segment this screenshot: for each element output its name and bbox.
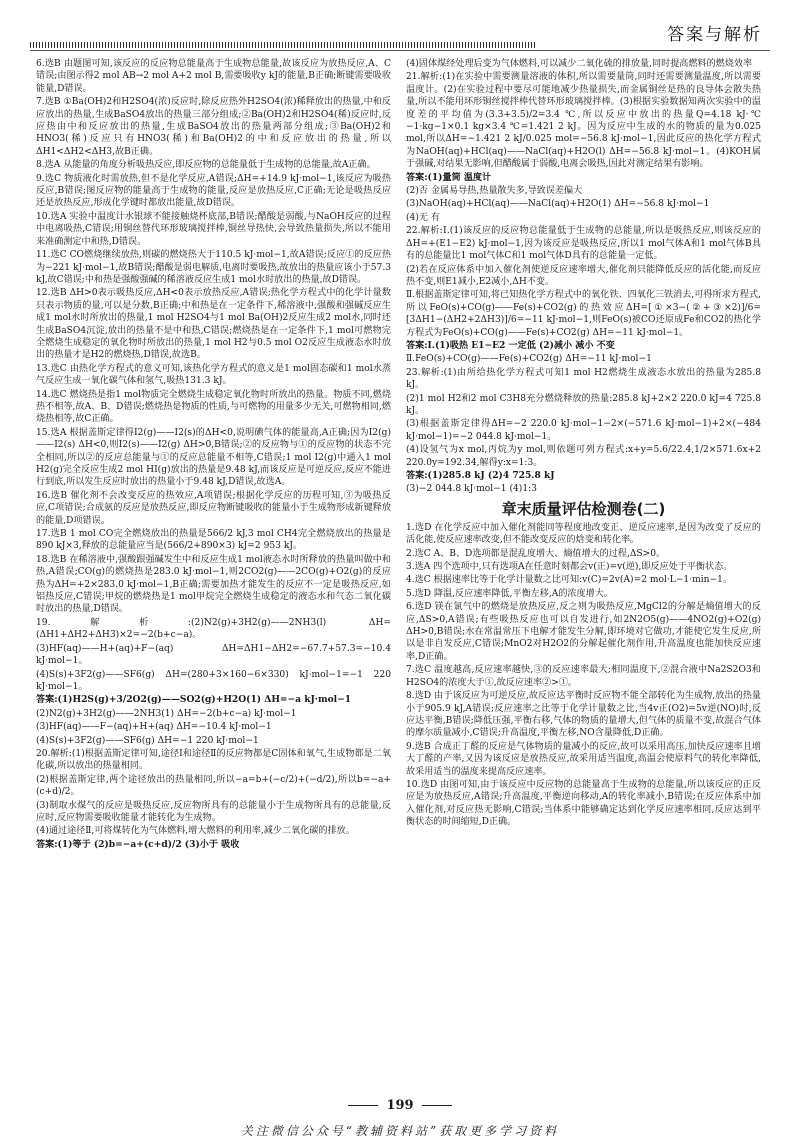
- answer-paragraph: 21.解析:(1)在实验中需要测量溶液的体积,所以需要量筒,同时还需要测量温度,所以需要温度计。(2)在实验过程中要尽可能地减少热量损失,而金属铜丝是热的良导体会散失热量,所以不能用环形铜丝搅拌棒代替环形玻璃搅拌棒。(3)根据实验数据知两次实验中的温度差的平均值为(3.3+3.5)/2=3.4 ℃,所以反应中放出的热量Q=4.18 kJ·℃−1·kg−1×0.1 kg×3.4 ℃=1.421 2 kJ。因为反应中生成的水的物质的量为0.025 mol,所以ΔH=−1.421 2 kJ/0.025 mol=−56.8 kJ·mol−1,因此反应的热化学方程式为NaOH(aq)+HCl(aq)——NaCl(aq)+H2O(l) ΔH=−56.8 kJ·mol−1。(4)KOH属于强碱,对结果无影响,但醋酸属于弱酸,电离会吸热,因此对测定结果有影响。: [406, 72, 761, 170]
- answer-paragraph: 1.选D 在化学反应中加入催化剂能同等程度地改变正、逆反应速率,是因为改变了反应的活化能,使反应速率改变,但不能改变反应的焓变和转化率。: [406, 522, 761, 546]
- answer-paragraph: (4)S(s)+3F2(g)——SF6(g) ΔH=−1 220 kJ·mol−1: [36, 735, 259, 746]
- answer-paragraph: (4)通过途径Ⅱ,可将煤转化为气体燃料,增大燃料的利用率,减少二氧化碳的排放。: [36, 826, 355, 837]
- right-column-answers: [406, 58, 761, 496]
- answer-paragraph: (2)否 金属易导热,热量散失多,导致误差偏大: [406, 186, 583, 197]
- answer-paragraph: 23.解析:(1)由所给热化学方程式可知1 mol H2燃烧生成液态水放出的热量为285.8 kJ。: [406, 367, 761, 391]
- answer-paragraph: 19.解析:(2)N2(g)+3H2(g)——2NH3(l) ΔH=(ΔH1+ΔH2+ΔH3)×2=−2(b+c−a)。: [36, 617, 391, 641]
- answer-paragraph: (3)−2 044.8 kJ·mol−1 (4)1:3: [406, 484, 537, 495]
- answer-paragraph: 答案:Ⅰ.(1)吸热 E1−E2 一定低 (2)减小 减小 不变: [406, 339, 615, 351]
- answer-paragraph: 答案:(1)量筒 温度计: [406, 171, 492, 183]
- answer-paragraph: 9.选B 合成正丁醛的反应是气体物质的量减小的反应,故可以采用高压,加快反应速率且增大丁醛的产率,又因为该反应是放热反应,故采用适当温度,高温会使原料气的转化率降低,故采用适当的温度来提高反应速率。: [406, 741, 761, 777]
- header-decoration: [30, 42, 535, 48]
- answer-paragraph: 6.选D 镁在氯气中的燃烧是放热反应,反之则为吸热反应,MgCl2的分解是熵值增大的反应,ΔS>0,A错误;有些吸热反应也可以自发进行,如2N2O5(g)——4NO2(g)+O2(g) ΔH>0,B错误;水在常温常压下电解才能发生分解,即环境对它做功,才能使它发生反应,所以是非自发反应,C错误;MnO2对H2O2的分解起催化剂作用,升高温度也能加快反应速率,D正确。: [406, 602, 761, 662]
- answer-paragraph: 10.选A 实验中温度计水银球不能接触烧杯底部,B错误;醋酸是弱酸,与NaOH反应的过程中电离吸热,C错误;用铜丝替代环形玻璃搅拌棒,铜丝导热快,会导致热量损失,所以不能用来准确测定中和热,D错误。: [36, 211, 391, 247]
- answer-paragraph: 答案:(1)等于 (2)b=−a+(c+d)/2 (3)小于 吸收: [36, 838, 240, 850]
- header-rule: [30, 50, 770, 51]
- answer-paragraph: (3)NaOH(aq)+HCl(aq)——NaCl(aq)+H2O(1) ΔH=−56.8 kJ·mol−1: [406, 199, 710, 210]
- answer-paragraph: 14.选C 燃烧热是指1 mol物质完全燃烧生成稳定氧化物时所放出的热量。物质不同,燃烧热不相等,故A、B、D错误;燃烧热是物质的性质,与可燃物的用量多少无关,可燃物相同,燃烧热相等,故C正确。: [36, 389, 391, 425]
- left-column: [36, 58, 391, 852]
- answer-paragraph: Ⅱ.根据盖斯定律可知,将已知热化学方程式中的氧化铁、四氧化三铁消去,可得所求方程式,所以FeO(s)+CO(g)——Fe(s)+CO2(g)的热效应ΔH=[①×3−(②+③×2)]/6=[3ΔH1−(ΔH2+2ΔH3)]/6=−11 kJ·mol−1,则FeO(s)被CO还原成Fe和CO2的热化学方程式为FeO(s)+CO(g)——Fe(s)+CO2(g) ΔH=−11 kJ·mol−1。: [406, 290, 762, 338]
- section-title: 章末质量评估检测卷(二): [501, 499, 666, 518]
- answer-paragraph: 18.选B 在稀溶液中,强酸跟强碱发生中和反应生成1 mol液态水时所释放的热量叫做中和热,A错误;CO(g)的燃烧热是283.0 kJ·mol−1,则2CO2(g)——2CO(g)+O2(g)的反应热为ΔH=+2×283.0 kJ·mol−1,B正确;需要加热才能发生的反应不一定是吸热反应,如铝热反应,C错误;甲烷的燃烧热是1 mol甲烷完全燃烧生成稳定的液态水和气态二氧化碳时放出的热量,D错误。: [36, 554, 391, 615]
- answer-paragraph: Ⅱ.FeO(s)+CO(g)——Fe(s)+CO2(g) ΔH=−11 kJ·mol−1: [406, 354, 652, 365]
- answer-paragraph: (2)若在反应体系中加入催化剂使逆反应速率增大,催化剂只能降低反应的活化能,而反应热不变,则E1减小,E2减小,ΔH不变。: [406, 264, 761, 287]
- answer-paragraph: (4)设氢气为x mol,丙烷为y mol,则依题可列方程式:x+y=5.6/22.4,1/2×571.6x+2 220.0y=192.34,解得y:x=1:3。: [406, 445, 761, 468]
- answer-paragraph: 15.选A 根据盖斯定律得I2(g)——I2(s)的ΔH<0,说明碘气体的能量高,A正确;因为I2(g)——I2(s) ΔH<0,则I2(s)——I2(g) ΔH>0,B错误;②的反应物与①的反应物的状态不完全相同,所以②的反应总能量与①的反应总能量不相等,C错误;1 mol I2(g)中通入1 mol H2(g)完全反应生成2 mol HI(g)放出的热量是9.48 kJ,而该反应是可逆反应,反应不能进行到底,所以发生反应时放出的热量小于9.48 kJ,D错误,故选A。: [36, 427, 391, 488]
- answer-paragraph: 3.选A 四个选项中,只有选项A在任意时刻都会v(正)=v(逆),即反应处于平衡状态。: [406, 562, 733, 573]
- answer-paragraph: (3)HF(aq)——H+(aq)+F−(aq) ΔH=ΔH1−ΔH2=−67.7+57.3=−10.4 kJ·mol−1。: [36, 643, 391, 667]
- answer-paragraph: (3)制取水煤气的反应是吸热反应,反应物所具有的总能量小于生成物所具有的总能量,反应时,反应物需要吸收能量才能转化为生成物。: [36, 800, 391, 823]
- answer-paragraph: 答案:(1)285.8 kJ (2)4 725.8 kJ: [406, 470, 555, 481]
- page-header: [0, 0, 800, 58]
- page-number: [0, 1098, 800, 1113]
- answer-paragraph: 4.选C 根据速率比等于化学计量数之比可知:v(C)=2v(A)=2 mol·L−1·min−1。: [406, 575, 732, 586]
- answer-paragraph: 11.选C CO燃烧继续放热,则碳的燃烧热大于110.5 kJ·mol−1,故A错误;反应①的反应热为−221 kJ·mol−1,故B错误;醋酸是弱电解质,电离时要吸热,故放出的热量应该小于57.3 kJ,故C错误;中和热是强酸强碱的稀溶液反应生成1 mol水时放出的热量,故D错误。: [36, 250, 391, 285]
- page-number-value: 199: [386, 1098, 414, 1113]
- page-number-dash-right: [422, 1105, 452, 1106]
- section-answers: [406, 522, 761, 829]
- answer-paragraph: 9.选C 物质液化时需放热,但不是化学反应,A错误;ΔH=+14.9 kJ·mol−1,该反应为吸热反应,B错误;图反应物的能量高于生成物的能量,反应是放热反应,C正确;无论是吸热反应还是放热反应,形成化学键时都放出能量,故D错误。: [36, 173, 391, 209]
- answer-paragraph: 6.选B 由题图可知,该反应的反应物总能量高于生成物总能量,故该反应为放热反应,A、C错误;由图示得2 mol AB→2 mol A+2 mol B,需要吸收y kJ的能量,B正确;断键需要吸收能量,D错误。: [36, 59, 391, 94]
- answer-paragraph: 2.选C A、B、D选项都是混乱度增大、熵值增大的过程,ΔS>0。: [406, 548, 666, 559]
- answer-paragraph: 10.选D 由图可知,由于该反应中反应物的总能量高于生成物的总能量,所以该反应的正反应是为放热反应,A错误;升高温度,平衡逆向移动,A的转化率减小,B错误;在反应体系中加入催化剂,对反应热无影响,C错误;当体系中能够确定达到化学反应速率相同,反应达到平衡状态的时间缩短,D正确。: [406, 779, 761, 828]
- page-number-dash-left: [348, 1105, 378, 1106]
- answer-paragraph: (2)N2(g)+3H2(g)——2NH3(1) ΔH=−2(b+c−a) kJ·mol−1: [36, 708, 297, 719]
- answer-paragraph: (3)HF(aq)——F−(aq)+H+(aq) ΔH=−10.4 kJ·mol−1: [36, 722, 272, 733]
- footer-note: 关注微信公众号“教辅资料站”获取更多学习资料: [240, 1124, 560, 1138]
- answer-paragraph: (4)S(s)+3F2(g)——SF6(g) ΔH=(280+3×160−6×330) kJ·mol−1=−1 220 kJ·mol−1。: [36, 669, 391, 692]
- answer-paragraph: 8.选D 由于该反应为可逆反应,故反应达平衡时反应物不能全部转化为生成物,放出的热量小于905.9 kJ,A错误;反应速率之比等于化学计量数之比,当4v正(O2)=5v逆(NO)时,反应达平衡,B错误;降低压强,平衡右移,气体的物质的量增大,但气体的质量不变,故混合气体的摩尔质量减小,C错误;升高温度,平衡左移,NO含量降低,D正确。: [406, 691, 761, 739]
- answer-paragraph: 13.选C 由热化学方程式的意义可知,该热化学方程式的意义是1 mol固态碳和1 mol水蒸气反应生成一氧化碳气体和氢气,吸热131.3 kJ。: [36, 363, 391, 387]
- answer-paragraph: 5.选D 降温,反应速率降低,平衡左移,A的浓度增大。: [406, 588, 613, 599]
- answer-paragraph: 16.选B 催化剂不会改变反应的热效应,A项错误;根据化学反应的历程可知,③为吸热反应,C项错误;合成氨的反应是放热反应,即反应物断键吸收的能量小于生成物形成新键释放的能量,D项错误。: [36, 490, 391, 526]
- answer-paragraph: (4)固体煤经处理后变为气体燃料,可以减少二氧化硫的排放量,同时提高燃料的燃烧效率: [406, 59, 753, 69]
- answer-paragraph: (4)无 有: [406, 212, 440, 223]
- answer-paragraph: 答案:(1)H2S(g)+3/2O2(g)——SO2(g)+H2O(1) ΔH=−a kJ·mol−1: [36, 694, 352, 706]
- answer-paragraph: 7.选C 温度越高,反应速率越快,③的反应速率最大;相同温度下,②混合液中Na2S2O3和H2SO4的浓度大于①,故反应速率②>①。: [406, 665, 761, 688]
- header-title: 答案与解析: [667, 25, 762, 45]
- answer-paragraph: 20.解析:(1)根据盖斯定律可知,途径Ⅰ和途径Ⅱ的反应物都是C固体和氧气,生成物都是二氧化碳,所以放出的热量相同。: [36, 748, 391, 772]
- answer-paragraph: 12.选B ΔH>0表示吸热反应,ΔH<0表示放热反应,A错误;热化学方程式中的化学计量数只表示物质的量,可以是分数,B正确;中和热是在一定条件下,稀溶液中,强酸和强碱反应生成1 mol水时所放出的热量,1 mol H2SO4与1 mol Ba(OH)2反应生成2 mol水,同时还生成BaSO4沉淀,放出的热量不是中和热,C错误;燃烧热是在一定条件下,1 mol可燃物完全燃烧生成稳定的氧化物时所放出的热量,1 mol H2与0.5 mol O2反应生成液态水时放出的热量才是H2的燃烧热,D错误,故选B。: [36, 288, 391, 361]
- answer-paragraph: 7.选B ①Ba(OH)2和H2SO4(浓)反应时,除反应热外H2SO4(浓)稀释放出的热量,中和反应放出的热量,生成BaSO4放出的热量三部分组成;②Ba(OH)2和H2SO4(稀)反应时,反应热由中和反应放出的热量,生成BaSO4放出的热量两部分组成;③Ba(OH)2和HNO3(稀)反应只有HNO3(稀)和Ba(OH)2的中和反应放出的热量,所以ΔH1<ΔH2<ΔH3,故B正确。: [36, 97, 391, 157]
- answer-paragraph: (3)根据盖斯定律得ΔH=−2 220.0 kJ·mol−1−2×(−571.6 kJ·mol−1)+2×(−484 kJ·mol−1)=−2 044.8 kJ·mol−1。: [406, 419, 761, 442]
- answer-paragraph: 17.选B 1 mol CO完全燃烧放出的热量是566/2 kJ,3 mol CH4完全燃烧放出的热量是890 kJ×3,释放的总能量应当是(566/2+890×3) kJ=2 953 kJ。: [36, 529, 391, 552]
- answer-paragraph: 8.选A 从能量的角度分析吸热反应,即反应物的总能量低于生成物的总能量,故A正确。: [36, 160, 376, 171]
- answer-paragraph: 22.解析:Ⅰ.(1)该反应的反应物总能量低于生成物的总能量,所以是吸热反应,则该反应的ΔH=+(E1−E2) kJ·mol−1,因为该反应是吸热反应,所以1 mol气体A和1 mol气体B具有的总能量比1 mol气体C和1 mol气体D具有的总能量一定低。: [406, 226, 761, 262]
- right-column: [406, 58, 761, 830]
- answer-paragraph: (2)根据盖斯定律,两个途径放出的热量相同,所以−a=b+(−c/2)+(−d/2),所以b=−a+(c+d)/2。: [36, 774, 391, 798]
- answer-paragraph: (2)1 mol H2和2 mol C3H8充分燃烧释放的热量:285.8 kJ+2×2 220.0 kJ=4 725.8 kJ。: [406, 393, 761, 416]
